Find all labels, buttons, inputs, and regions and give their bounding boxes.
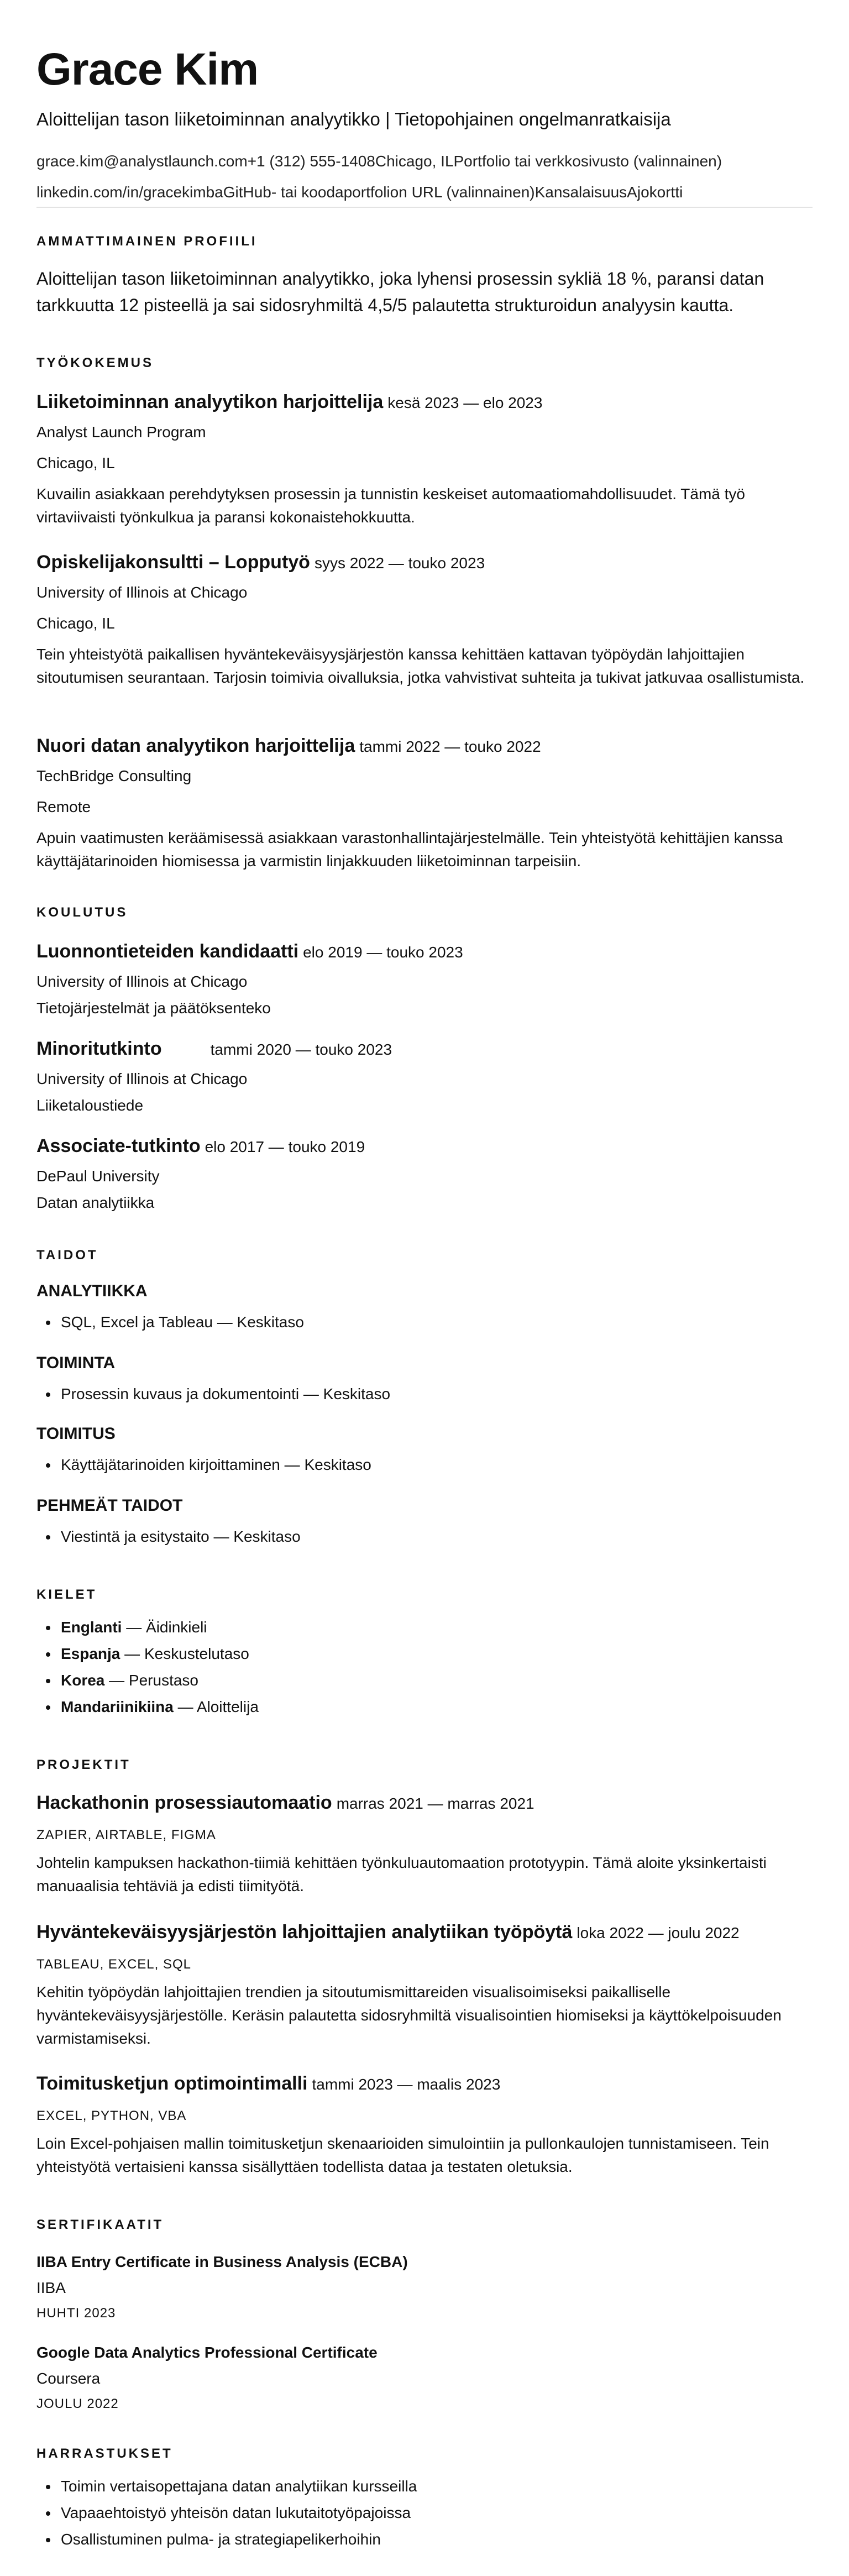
project-title: Hackathonin prosessiautomaatio xyxy=(36,1792,332,1813)
certification-date: JOULU 2022 xyxy=(36,2396,119,2411)
degree-title: Luonnontieteiden kandidaatti xyxy=(36,941,299,962)
skill-group xyxy=(36,1495,813,1550)
project-title: Hyväntekeväisyysjärjestön lahjoittajien analytiikan työpöytä xyxy=(36,1921,573,1943)
certification-issuer: Coursera xyxy=(36,2370,101,2387)
skills-section xyxy=(36,1246,813,1265)
interests-list xyxy=(36,2473,813,2553)
section-title-skills: TAIDOT xyxy=(36,1248,98,1263)
languages-list xyxy=(36,1614,813,1720)
job-title: Opiskelijakonsultti – Lopputyö xyxy=(36,552,310,573)
section-title-experience: TYÖKOKEMUS xyxy=(36,355,154,370)
list-item xyxy=(59,1694,813,1720)
section-title-certifications: SERTIFIKAATIT xyxy=(36,2217,164,2232)
degree-dates: elo 2019 — touko 2023 xyxy=(303,944,463,961)
education-item xyxy=(36,1134,813,1213)
job-dates: syys 2022 — touko 2023 xyxy=(314,554,485,572)
education-section xyxy=(36,903,813,922)
project-item xyxy=(36,2072,813,2179)
project-item xyxy=(36,1920,813,2050)
language-name: Espanja xyxy=(61,1645,120,1662)
school-name: University of Illinois at Chicago xyxy=(36,1070,248,1087)
skill-group xyxy=(36,1280,813,1336)
field-of-study: Datan analytiikka xyxy=(36,1194,155,1211)
contact-row-secondary: linkedin.com/in/gracekimbaGitHub- tai koodaportfolion URL (valinnainen)KansalaisuusAjokortti xyxy=(36,184,683,201)
skill-group xyxy=(36,1352,813,1407)
job-description: Tein yhteistyötä paikallisen hyväntekeväisyysjärjestön kanssa kehittäen kattavan työpöydän lahjoittajien sitoutumisen seurantaan. Tarjosin toimivia oivalluksia, jotka vahvistivat suhteita ja tukivat jatkuvaa osallistumista. xyxy=(36,646,805,686)
job-title: Nuori datan analyytikon harjoittelija xyxy=(36,735,355,756)
skill-category: TOIMITUS xyxy=(36,1425,116,1443)
skill-item: • SQL, Excel ja Tableau — Keskitaso xyxy=(59,1309,813,1336)
language-level: — Keskustelutaso xyxy=(120,1645,249,1662)
job-description: Apuin vaatimusten keräämisessä asiakkaan varastonhallintajärjestelmälle. Tein yhteistyötä kehittäjien kanssa käyttäjätarinoiden hiomisessa ja varmistin linjakkuuden liiketoiminnan tarpeisiin. xyxy=(36,829,783,870)
languages-section xyxy=(36,1585,813,1720)
project-dates: tammi 2023 — maalis 2023 xyxy=(312,2076,501,2093)
project-description: Loin Excel-pohjaisen mallin toimitusketjun skenaarioiden simulointiin ja pullonkaulojen tunnistamiseen. Tein yhteistyötä vertaisieni kanssa sisällyttäen todellista dataa ja testaten oletuksia. xyxy=(36,2135,769,2175)
project-dates: loka 2022 — joulu 2022 xyxy=(577,1924,740,1941)
header-divider xyxy=(36,207,813,208)
job-dates: tammi 2022 — touko 2022 xyxy=(359,738,541,755)
skill-category: ANALYTIIKKA xyxy=(36,1282,148,1300)
project-tech: TABLEAU, EXCEL, SQL xyxy=(36,1957,191,1972)
list-item xyxy=(59,1614,813,1641)
list-item xyxy=(59,1667,813,1694)
skill-category: TOIMINTA xyxy=(36,1354,116,1372)
job-organization: University of Illinois at Chicago xyxy=(36,584,248,601)
degree-dates: elo 2017 — touko 2019 xyxy=(205,1138,365,1155)
section-title-languages: KIELET xyxy=(36,1587,97,1602)
language-name: Englanti xyxy=(61,1619,122,1636)
school-name: University of Illinois at Chicago xyxy=(36,973,248,990)
section-title-summary: AMMATTIMAINEN PROFIILI xyxy=(36,234,258,249)
project-title: Toimitusketjun optimointimalli xyxy=(36,2073,308,2094)
interests-section xyxy=(36,2444,813,2553)
language-level: — Perustaso xyxy=(104,1672,199,1689)
job-location: Chicago, IL xyxy=(36,454,115,472)
experience-item xyxy=(36,734,813,873)
field-of-study: Tietojärjestelmät ja päätöksenteko xyxy=(36,999,271,1017)
list-item xyxy=(59,1641,813,1667)
section-title-projects: PROJEKTIT xyxy=(36,1757,131,1772)
education-item xyxy=(36,940,813,1019)
certification-name: Google Data Analytics Professional Certificate xyxy=(36,2344,378,2361)
skill-item: • Viestintä ja esitystaito — Keskitaso xyxy=(59,1523,813,1550)
skill-item: • Käyttäjätarinoiden kirjoittaminen — Keskitaso xyxy=(59,1452,813,1478)
contact-row-primary: grace.kim@analystlaunch.com+1 (312) 555-1408Chicago, ILPortfolio tai verkkosivusto (valinnainen) xyxy=(36,153,722,170)
skill-item: • Prosessin kuvaus ja dokumentointi — Keskitaso xyxy=(59,1381,813,1407)
field-of-study: Liiketaloustiede xyxy=(36,1097,144,1114)
experience-item xyxy=(36,551,813,689)
summary-section xyxy=(36,232,813,318)
language-level: — Aloittelija xyxy=(173,1698,259,1715)
project-tech: EXCEL, PYTHON, VBA xyxy=(36,2108,187,2123)
job-organization: TechBridge Consulting xyxy=(36,767,192,784)
language-level: — Äidinkieli xyxy=(122,1619,207,1636)
project-description: Kehitin työpöydän lahjoittajien trendien ja sitoutumismittareiden visualisoimiseksi paikalliselle hyväntekeväisyysjärjestölle. Keräsin palautetta sidosryhmiltä visualisointien hiomiseksi ja käyttökelpoisuuden varmistamiseksi. xyxy=(36,1983,782,2047)
job-organization: Analyst Launch Program xyxy=(36,423,206,441)
list-item: • Osallistuminen pulma- ja strategiapelikerhoihin xyxy=(59,2526,813,2553)
certification-issuer: IIBA xyxy=(36,2279,66,2296)
list-item: • Toimin vertaisopettajana datan analytiikan kursseilla xyxy=(59,2473,813,2500)
candidate-name: Grace Kim xyxy=(36,44,259,95)
degree-dates: tammi 2020 — touko 2023 xyxy=(210,1041,392,1058)
experience-item xyxy=(36,390,813,529)
degree-title: Minoritutkinto xyxy=(36,1038,162,1059)
summary-text: Aloittelijan tason liiketoiminnan analyytikko, joka lyhensi prosessin sykliä 18 %, paransi datan tarkkuutta 12 pisteellä ja sai sidosryhmiltä 4,5/5 palautetta strukturoidun analyysin kautta. xyxy=(36,269,764,315)
list-item: • Vapaaehtoistyö yhteisön datan lukutaitotyöpajoissa xyxy=(59,2500,813,2526)
projects-section xyxy=(36,1756,813,1774)
resume-header xyxy=(36,0,813,208)
education-item xyxy=(36,1037,813,1116)
section-title-interests: HARRASTUKSET xyxy=(36,2446,173,2461)
candidate-headline: Aloittelijan tason liiketoiminnan analyytikko | Tietopohjainen ongelmanratkaisija xyxy=(36,109,671,129)
job-description: Kuvailin asiakkaan perehdytyksen prosessin ja tunnistin keskeiset automaatiomahdollisuudet. Tämä työ virtaviivaisti työnkulkua ja paransi kokonaistehokkuutta. xyxy=(36,485,745,526)
job-location: Chicago, IL xyxy=(36,615,115,632)
skill-group xyxy=(36,1423,813,1478)
job-dates: kesä 2023 — elo 2023 xyxy=(387,394,543,411)
language-name: Mandariinikiina xyxy=(61,1698,174,1715)
job-location: Remote xyxy=(36,798,91,815)
certification-name: IIBA Entry Certificate in Business Analysis (ECBA) xyxy=(36,2253,408,2270)
degree-title: Associate-tutkinto xyxy=(36,1135,201,1156)
project-tech: ZAPIER, AIRTABLE, FIGMA xyxy=(36,1828,216,1842)
experience-section xyxy=(36,354,813,373)
certification-date: HUHTI 2023 xyxy=(36,2306,116,2321)
section-title-education: KOULUTUS xyxy=(36,905,128,920)
project-dates: marras 2021 — marras 2021 xyxy=(336,1795,534,1812)
certification-item xyxy=(36,2342,813,2413)
language-name: Korea xyxy=(61,1672,105,1689)
certification-item xyxy=(36,2251,813,2323)
skill-category: PEHMEÄT TAIDOT xyxy=(36,1496,183,1515)
job-title: Liiketoiminnan analyytikon harjoittelija xyxy=(36,391,384,412)
project-description: Johtelin kampuksen hackathon-tiimiä kehittäen työnkuluautomaation prototyypin. Tämä aloite yksinkertaisti manuaalisia tehtäviä ja edisti tiimityötä. xyxy=(36,1854,767,1894)
school-name: DePaul University xyxy=(36,1167,160,1185)
certifications-section xyxy=(36,2216,813,2234)
project-item xyxy=(36,1791,813,1898)
